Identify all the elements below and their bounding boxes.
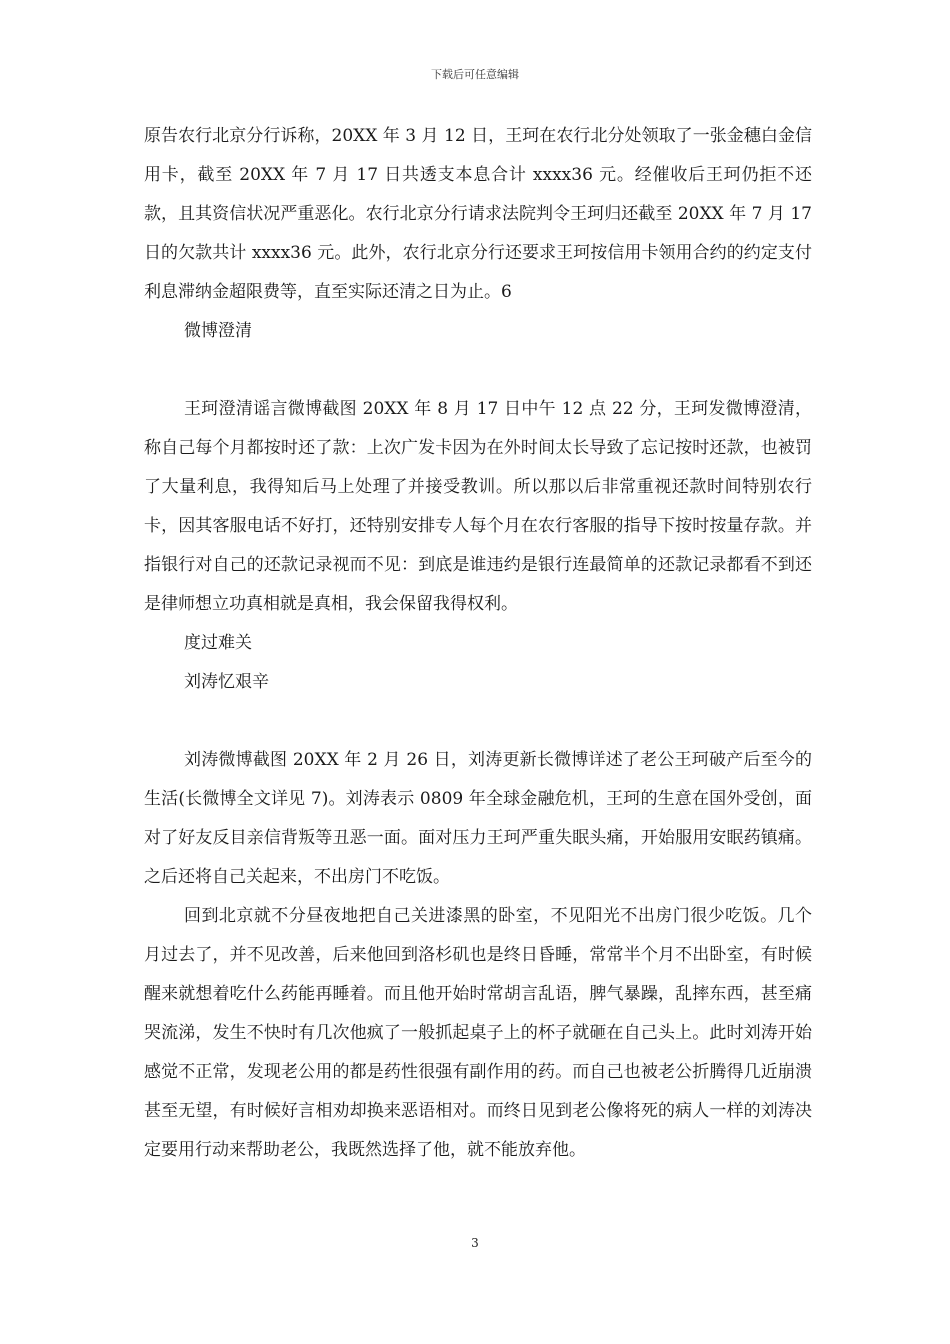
- paragraph-lawsuit: 原告农行北京分行诉称，20XX 年 3 月 12 日，王珂在农行北分处领取了一张金穗白金信用卡，截至 20XX 年 7 月 17 日共透支本息合计 xxxx36 元。经催收后王珂仍拒不还款，且其资信状况严重恶化。农行北京分行请求法院判令王珂归还截至 20XX 年 7 月 17 日的欠款共计 xxxx36 元。此外，农行北京分行还要求王珂按信用卡领用合约的约定支付利息滞纳金超限费等，直至实际还清之日为止。6: [144, 126, 812, 302]
- heading-liutao-recalls: 刘涛忆艰辛: [184, 672, 269, 692]
- paragraph-liutao-weibo: 刘涛微博截图 20XX 年 2 月 26 日，刘涛更新长微博详述了老公王珂破产后至今的生活(长微博全文详见 7)。刘涛表示 0809 年全球金融危机，王珂的生意在国外受创，面对了好友反目亲信背叛等丑恶一面。面对压力王珂严重失眠头痛，开始服用安眠药镇痛。之后还将自己关起来，不出房门不吃饭。: [144, 750, 812, 887]
- paragraph-clarification: 王珂澄清谣言微博截图 20XX 年 8 月 17 日中午 12 点 22 分，王珂发微博澄清，称自己每个月都按时还了款：上次广发卡因为在外时间太长导致了忘记按时还款，也被罚了大量利息，我得知后马上处理了并接受教训。所以那以后非常重视还款时间特别农行卡，因其客服电话不好打，还特别安排专人每个月在农行客服的指导下按时按量存款。并指银行对自己的还款记录视而不见：到底是谁违约是银行连最简单的还款记录都看不到还是律师想立功真相就是真相，我会保留我得权利。: [144, 399, 812, 614]
- page-number: 3: [471, 1236, 479, 1250]
- heading-overcome-difficulty: 度过难关: [184, 633, 252, 653]
- heading-weibo-clarification: 微博澄清: [184, 321, 252, 341]
- document-body: [144, 117, 812, 1170]
- blank-line: [144, 351, 812, 390]
- paragraph-beijing-return: 回到北京就不分昼夜地把自己关进漆黑的卧室，不见阳光不出房门很少吃饭。几个月过去了，并不见改善，后来他回到洛杉矶也是终日昏睡，常常半个月不出卧室，有时候醒来就想着吃什么药能再睡着。而且他开始时常胡言乱语，脾气暴躁，乱摔东西，甚至痛哭流涕，发生不快时有几次他疯了一般抓起桌子上的杯子就砸在自己头上。此时刘涛开始感觉不正常，发现老公用的都是药性很强有副作用的药。而自己也被老公折腾得几近崩溃甚至无望，有时候好言相劝却换来恶语相对。而终日见到老公像将死的病人一样的刘涛决定要用行动来帮助老公，我既然选择了他，就不能放弃他。: [144, 906, 812, 1160]
- blank-line: [144, 702, 812, 741]
- page-header: 下载后可任意编辑: [431, 68, 519, 81]
